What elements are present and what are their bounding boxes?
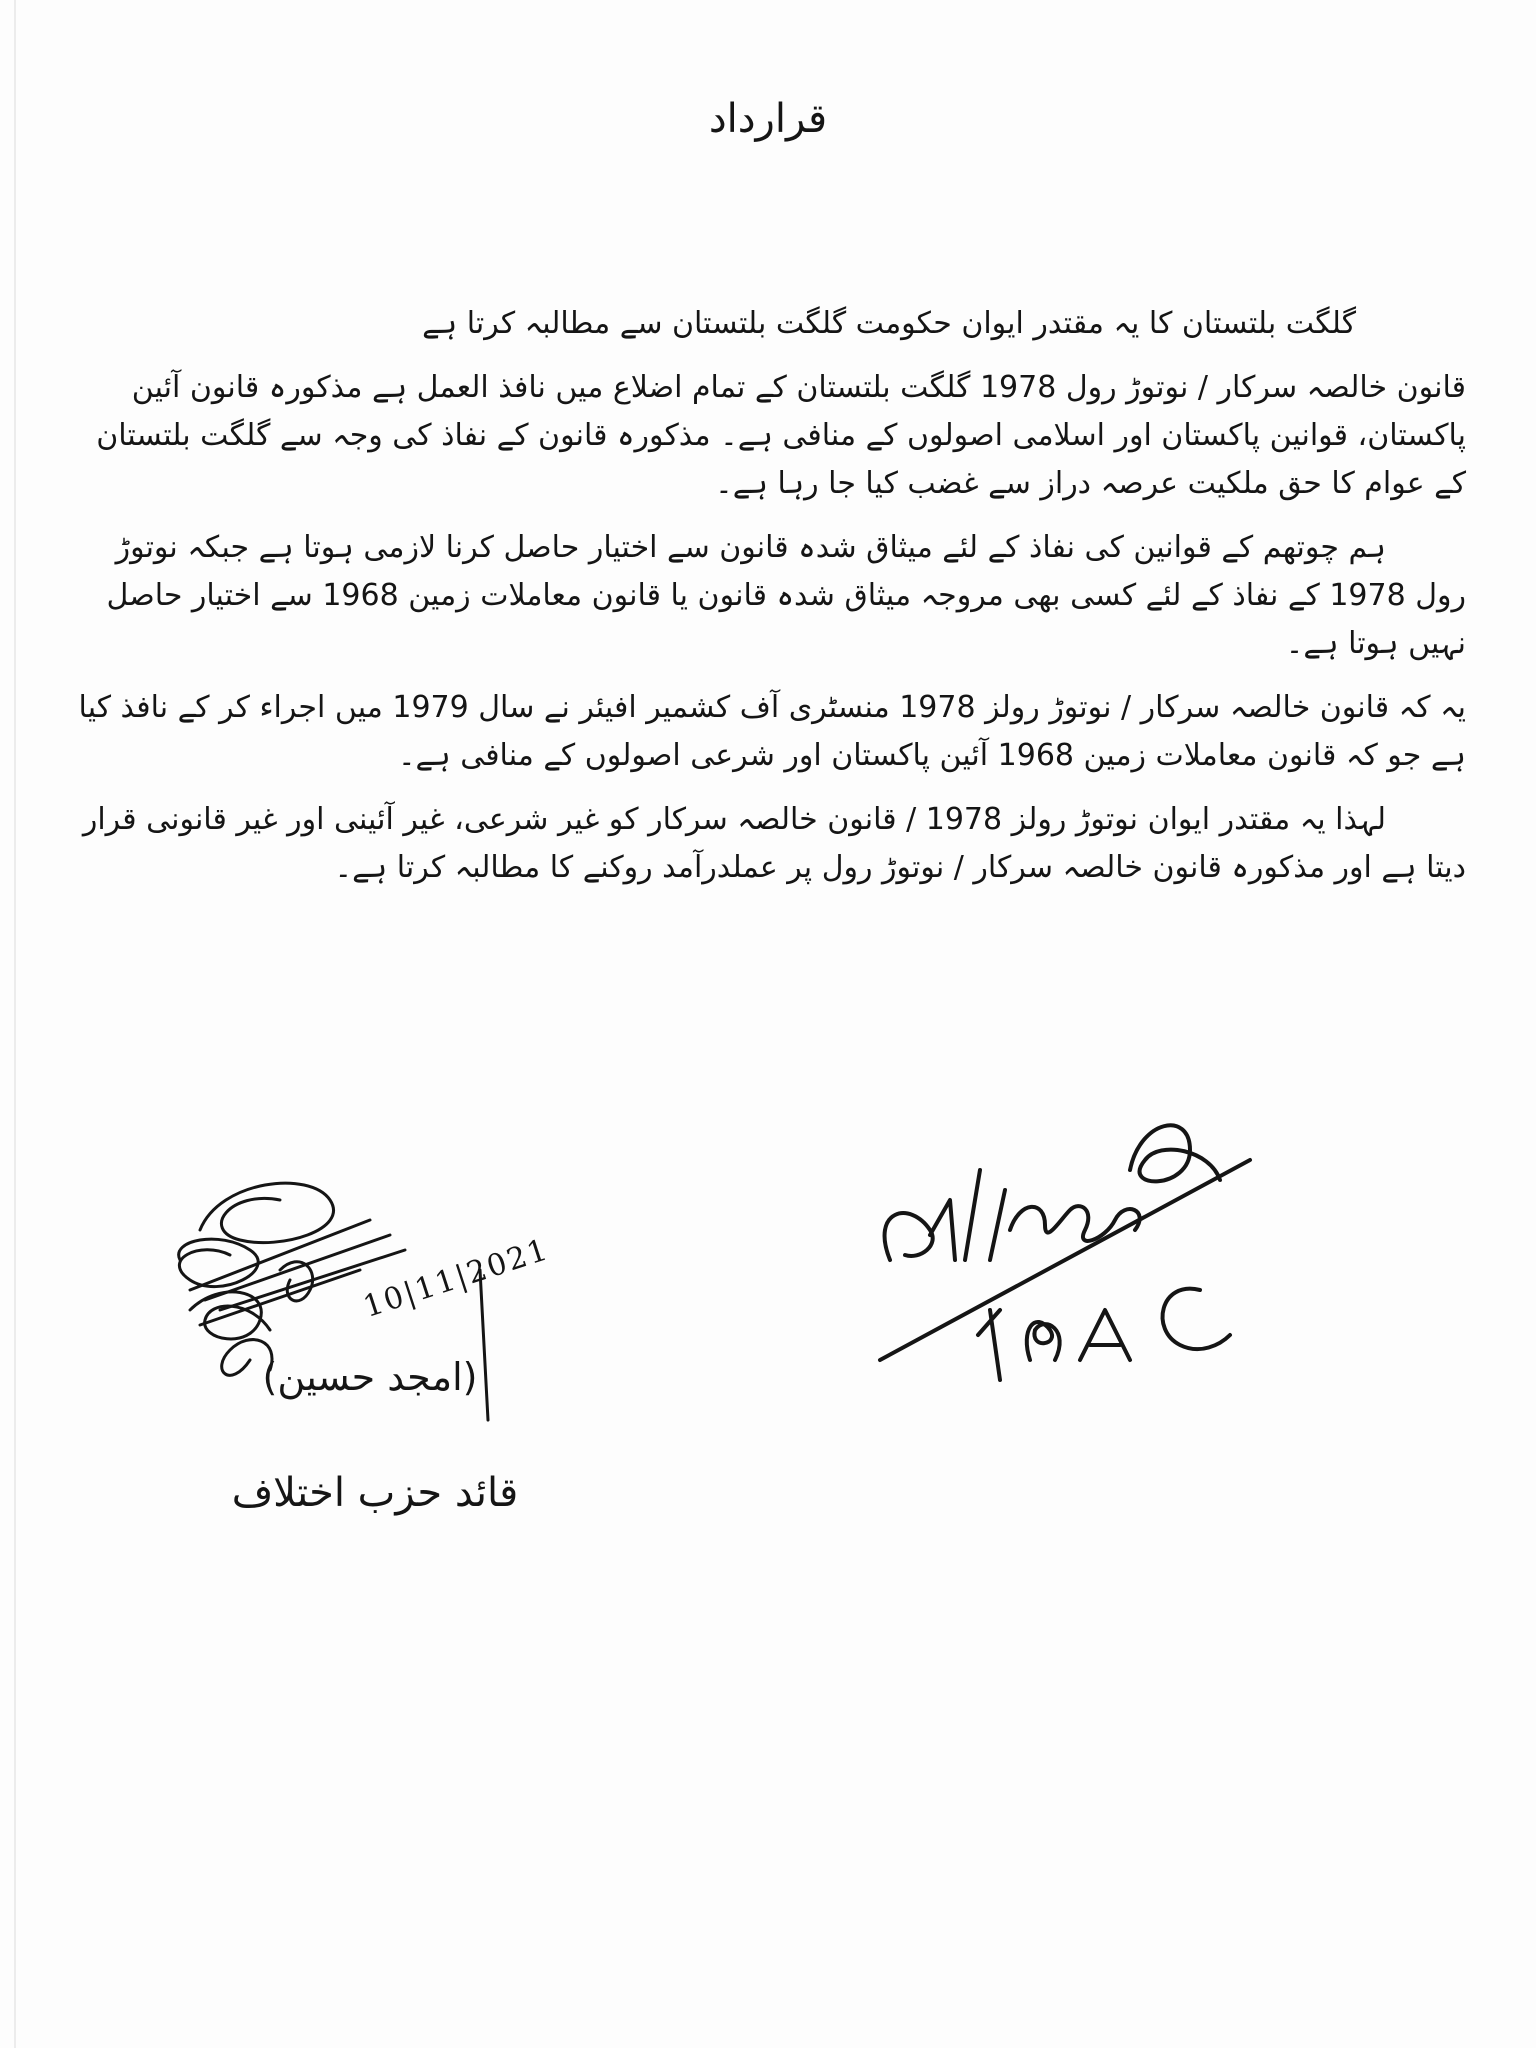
right-signature-text: Ahmed bbox=[1060, 1390, 1064, 1391]
page-edge bbox=[14, 0, 16, 2048]
paragraph-1: قانون خالصہ سرکار / نوتوڑ رول 1978 گلگت بلتستان کے تمام اضلاع میں نافذ العمل ہے مذکورہ قانون آئین پاکستان، قوانین پاکستان اور اسلامی اصولوں کے منافی ہے۔ مذکورہ قانون کے نفاذ کی وجہ سے گلگت بلتستان کے عوام کا حق ملکیت عرصہ دراز سے غضب کیا جا رہا ہے۔ bbox=[96, 370, 1466, 501]
signatory-name: (امجد حسین) bbox=[262, 1355, 478, 1399]
paragraph-2: ہم چوتھم کے قوانین کی نفاذ کے لئے میثاق شدہ قانون سے اختیار حاصل کرنا لازمی ہوتا ہے جبکہ نوتوڑ رول 1978 کے نفاذ کے لئے کسی بھی مروجہ میثاق شدہ قانون یا قانون معاملات زمین 1968 سے اختیار حاصل نہیں ہوتا ہے۔ bbox=[106, 530, 1466, 661]
intro-paragraph: گلگت بلتستان کا یہ مقتدر ایوان حکومت گلگت بلتستان سے مطالبہ کرتا ہے bbox=[422, 306, 1356, 341]
document-title: قرارداد bbox=[708, 96, 828, 142]
right-signature bbox=[860, 1060, 1260, 1390]
document-body bbox=[60, 300, 1466, 908]
paragraph-4: لہذا یہ مقتدر ایوان نوتوڑ رولز 1978 / قانون خالصہ سرکار کو غیر شرعی، غیر آئینی اور غیر قانونی قرار دیتا ہے اور مذکورہ قانون خالصہ سرکار / نوتوڑ رول پر عملدرآمد روکنے کا مطالبہ کرتا ہے۔ bbox=[82, 802, 1466, 885]
signatory-role: قائد حزب اختلاف bbox=[231, 1470, 519, 1516]
signature-date: 10|11|2021 bbox=[359, 1232, 554, 1325]
paragraph-3: یہ کہ قانون خالصہ سرکار / نوتوڑ رولز 1978 منسٹری آف کشمیر افیئر نے سال 1979 میں اجراء کر کے نافذ کیا ہے جو کہ قانون معاملات زمین 1968 آئین پاکستان اور شرعی اصولوں کے منافی ہے۔ bbox=[78, 690, 1466, 773]
